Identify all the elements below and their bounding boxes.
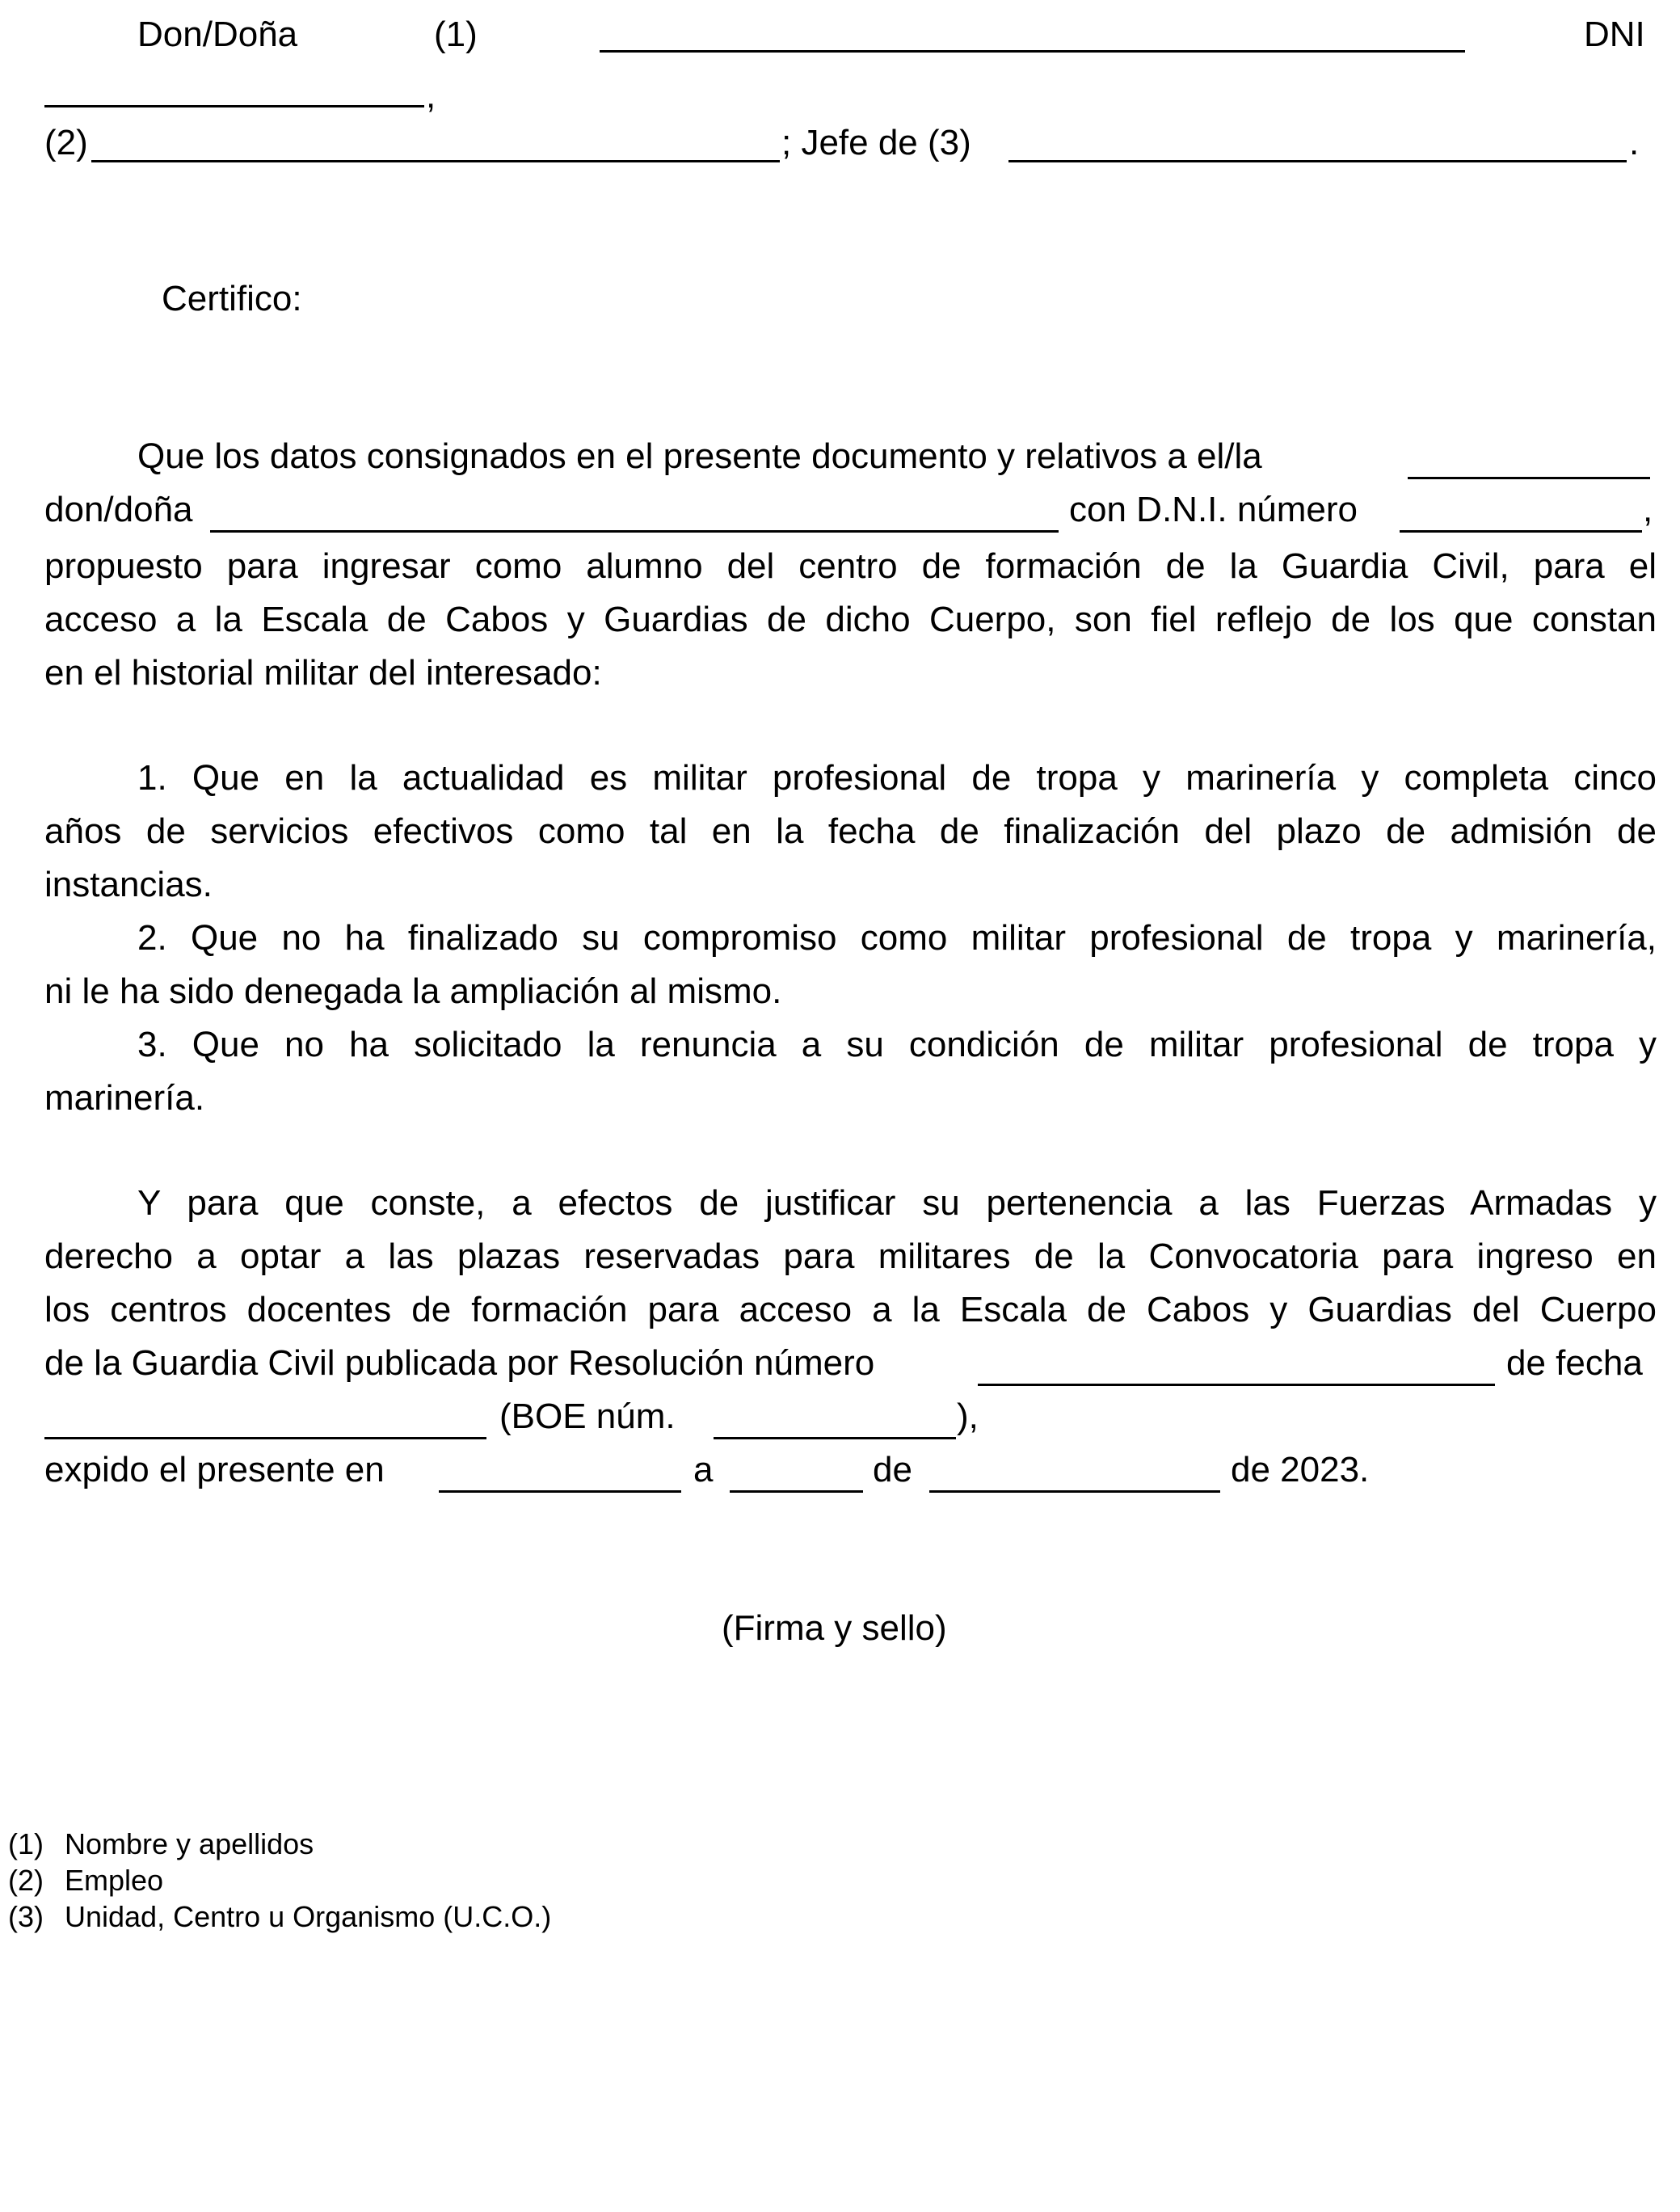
- intro-line-3: propuesto para ingresar como alumno del centro de formación de la Guardia Civil, para el: [44, 546, 1657, 586]
- footnote-1-num: (1): [8, 1827, 44, 1860]
- fecha-blank[interactable]: [44, 1437, 486, 1439]
- comma-2: ,: [1643, 490, 1653, 529]
- intro-line-1: Que los datos consignados en el presente documento y relativos a el/la: [137, 436, 1262, 476]
- item-1-line-3: instancias.: [44, 865, 213, 904]
- item-3-line-2: marinería.: [44, 1078, 205, 1118]
- intro-line-4: acceso a la Escala de Cabos y Guardias de dicho Cuerpo, son fiel reflejo de los que constan: [44, 600, 1657, 639]
- unidad-blank[interactable]: [1008, 160, 1627, 162]
- boe-close: ),: [957, 1397, 979, 1436]
- don-dona-label: Don/Doña: [137, 15, 298, 54]
- firma-sello: (Firma y sello): [722, 1608, 947, 1648]
- dni-blank[interactable]: [44, 105, 424, 107]
- dni-label: DNI: [1584, 15, 1645, 54]
- resolucion-label: de la Guardia Civil publicada por Resolución número: [44, 1343, 875, 1383]
- lugar-blank[interactable]: [439, 1490, 681, 1493]
- name-blank[interactable]: [600, 50, 1465, 53]
- footnote-1-text: Nombre y apellidos: [65, 1827, 314, 1860]
- period: .: [1629, 123, 1640, 162]
- closing-line-2: derecho a optar a las plazas reservadas para militares de la Convocatoria para ingreso en: [44, 1237, 1657, 1276]
- expido-label: expido el presente en: [44, 1450, 385, 1489]
- don-dona-blank[interactable]: [210, 530, 1059, 533]
- ref1-label: (1): [434, 15, 478, 54]
- footnote-3-num: (3): [8, 1900, 44, 1933]
- comma: ,: [426, 76, 436, 116]
- footnote-2-num: (2): [8, 1864, 44, 1897]
- dia-blank[interactable]: [730, 1490, 863, 1493]
- footnote-2-text: Empleo: [65, 1864, 164, 1897]
- de-fecha-label: de fecha: [1506, 1343, 1643, 1383]
- mes-blank[interactable]: [929, 1490, 1220, 1493]
- el-la-blank[interactable]: [1408, 477, 1650, 479]
- anio-label: de 2023.: [1231, 1450, 1370, 1489]
- boe-blank[interactable]: [714, 1437, 956, 1439]
- intro-don-dona: don/doña: [44, 490, 193, 529]
- item-1-line-2: años de servicios efectivos como tal en la fecha de finalización del plazo de admisión de: [44, 811, 1657, 851]
- a-label: a: [693, 1450, 714, 1489]
- item-2-line-1: 2. Que no ha finalizado su compromiso como militar profesional de tropa y marinería,: [137, 918, 1657, 958]
- certifico-heading: Certifico:: [162, 279, 302, 318]
- dni-numero-blank[interactable]: [1400, 530, 1642, 533]
- item-1-line-1: 1. Que en la actualidad es militar profesional de tropa y marinería y completa cinco: [137, 758, 1657, 798]
- ref2-label: (2): [44, 123, 88, 162]
- item-3-line-1: 3. Que no ha solicitado la renuncia a su condición de militar profesional de tropa y: [137, 1025, 1657, 1064]
- de-label: de: [873, 1450, 912, 1489]
- con-dni-label: con D.N.I. número: [1069, 490, 1358, 529]
- closing-line-1: Y para que conste, a efectos de justificar su pertenencia a las Fuerzas Armadas y: [137, 1183, 1657, 1223]
- empleo-blank[interactable]: [91, 160, 780, 162]
- jefe-de-label: ; Jefe de (3): [781, 123, 971, 162]
- item-2-line-2: ni le ha sido denegada la ampliación al mismo.: [44, 971, 782, 1011]
- closing-line-3: los centros docentes de formación para acceso a la Escala de Cabos y Guardias del Cuerpo: [44, 1290, 1657, 1329]
- boe-label: (BOE núm.: [499, 1397, 676, 1436]
- footnote-3-text: Unidad, Centro u Organismo (U.C.O.): [65, 1900, 552, 1933]
- resolucion-blank[interactable]: [978, 1384, 1495, 1386]
- intro-line-5: en el historial militar del interesado:: [44, 653, 602, 693]
